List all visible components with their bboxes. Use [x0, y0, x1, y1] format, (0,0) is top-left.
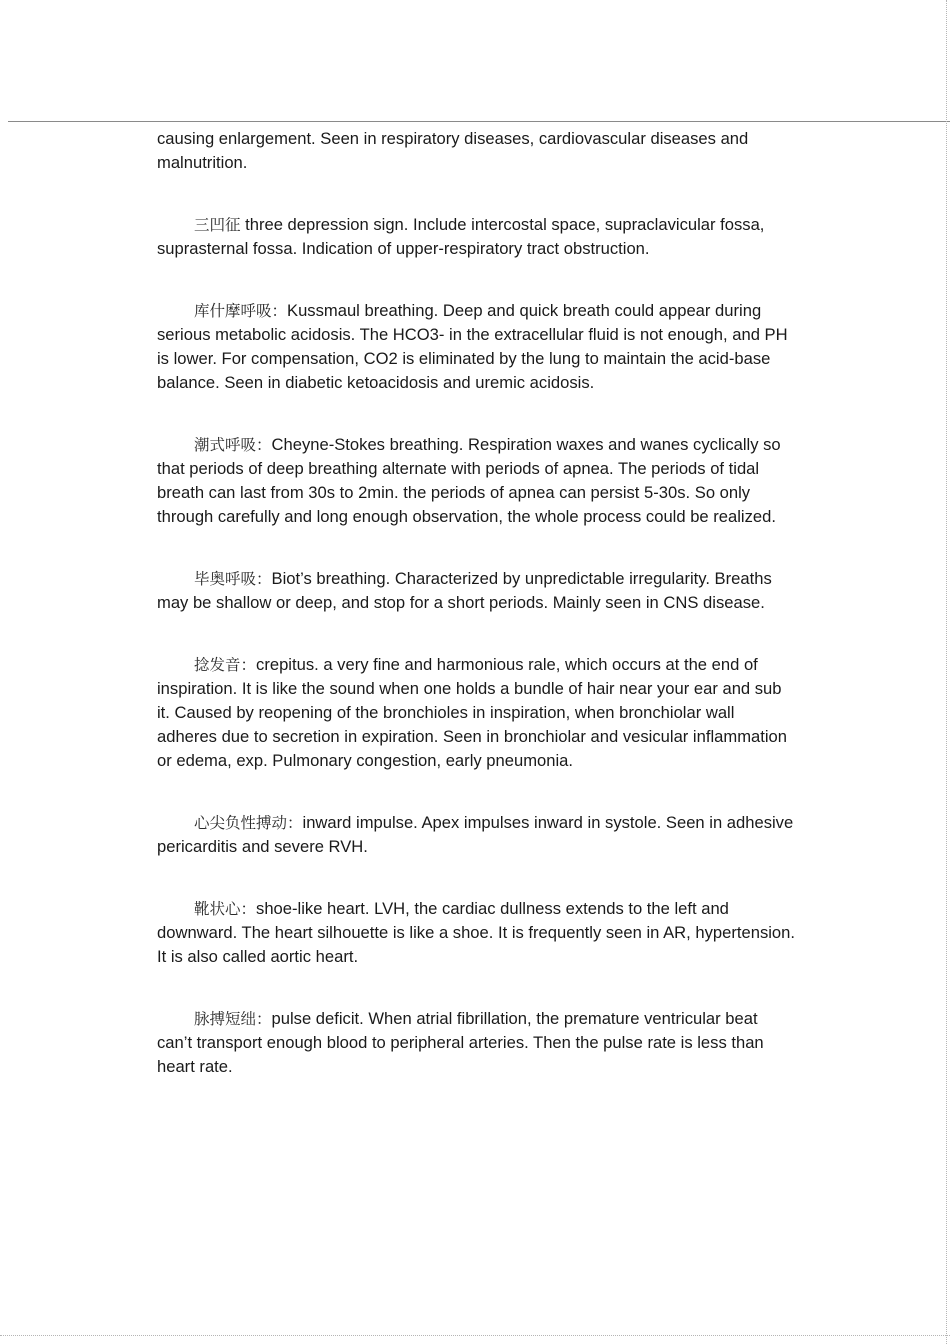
entry-definition: shoe-like heart. LVH, the cardiac dullness extends to the left and downward. The heart silhouette is like a shoe. It is frequently seen in AR, hypertension. It is also called aortic heart. — [157, 899, 795, 966]
entry-cheyne-stokes-breathing — [157, 433, 797, 529]
entry-definition: pulse deficit. When atrial fibrillation, the premature ventricular beat can’t transport enough blood to peripheral arteries. Then the pulse rate is less than heart rate. — [157, 1009, 764, 1076]
entry-inward-impulse — [157, 811, 797, 859]
scan-edge-bottom — [0, 1335, 950, 1336]
entry-term: 毕奥呼吸： — [194, 570, 272, 588]
entry-biot-breathing — [157, 567, 797, 615]
entry-three-depression-sign — [157, 213, 797, 261]
entry-term: 三凹征 — [194, 216, 241, 234]
scan-edge-right — [946, 0, 947, 1344]
entry-term: 潮式呼吸： — [194, 436, 272, 454]
entry-definition: Biot’s breathing. Characterized by unpredictable irregularity. Breaths may be shallow or deep, and stop for a short periods. Mainly seen in CNS disease. — [157, 569, 772, 612]
document-body — [157, 127, 797, 1079]
entry-crepitus — [157, 653, 797, 773]
entry-definition: Cheyne-Stokes breathing. Respiration waxes and wanes cyclically so that periods of deep breathing alternate with periods of apnea. The periods of tidal breath can last from 30s to 2min. the periods of apnea can persist 5-30s. So only through carefully and long enough observation, the whole process could be realized. — [157, 435, 781, 526]
entry-definition: Kussmaul breathing. Deep and quick breath could appear during serious metabolic acidosis. The HCO3- in the extracellular fluid is not enough, and PH is lower. For compensation, CO2 is eliminated by the lung to maintain the acid-base balance. Seen in diabetic ketoacidosis and uremic acidosis. — [157, 301, 788, 392]
continuation-paragraph: causing enlargement. Seen in respiratory diseases, cardiovascular diseases and malnutrition. — [157, 129, 749, 172]
entry-shoe-like-heart — [157, 897, 797, 969]
entry-term: 捻发音： — [194, 656, 257, 674]
entry-definition: inward impulse. Apex impulses inward in systole. Seen in adhesive pericarditis and severe RVH. — [157, 813, 794, 856]
entry-definition: three depression sign. Include intercostal space, supraclavicular fossa, suprasternal fossa. Indication of upper-respiratory tract obstruction. — [157, 215, 765, 258]
entry-term: 库什摩呼吸： — [194, 302, 288, 320]
entry-kussmaul-breathing — [157, 299, 797, 395]
entry-term: 心尖负性搏动： — [194, 814, 303, 832]
entry-term: 脉搏短绌： — [194, 1010, 272, 1028]
entry-pulse-deficit — [157, 1007, 797, 1079]
header-rule — [8, 121, 950, 122]
entry-term: 靴状心： — [194, 900, 257, 918]
entry-definition: crepitus. a very fine and harmonious rale, which occurs at the end of inspiration. It is like the sound when one holds a bundle of hair near your ear and sub it. Caused by reopening of the bronchioles in inspiration, when bronchiolar wall adheres due to secretion in expiration. Seen in bronchiolar and vesicular inflammation or edema, exp. Pulmonary congestion, early pneumonia. — [157, 655, 788, 770]
